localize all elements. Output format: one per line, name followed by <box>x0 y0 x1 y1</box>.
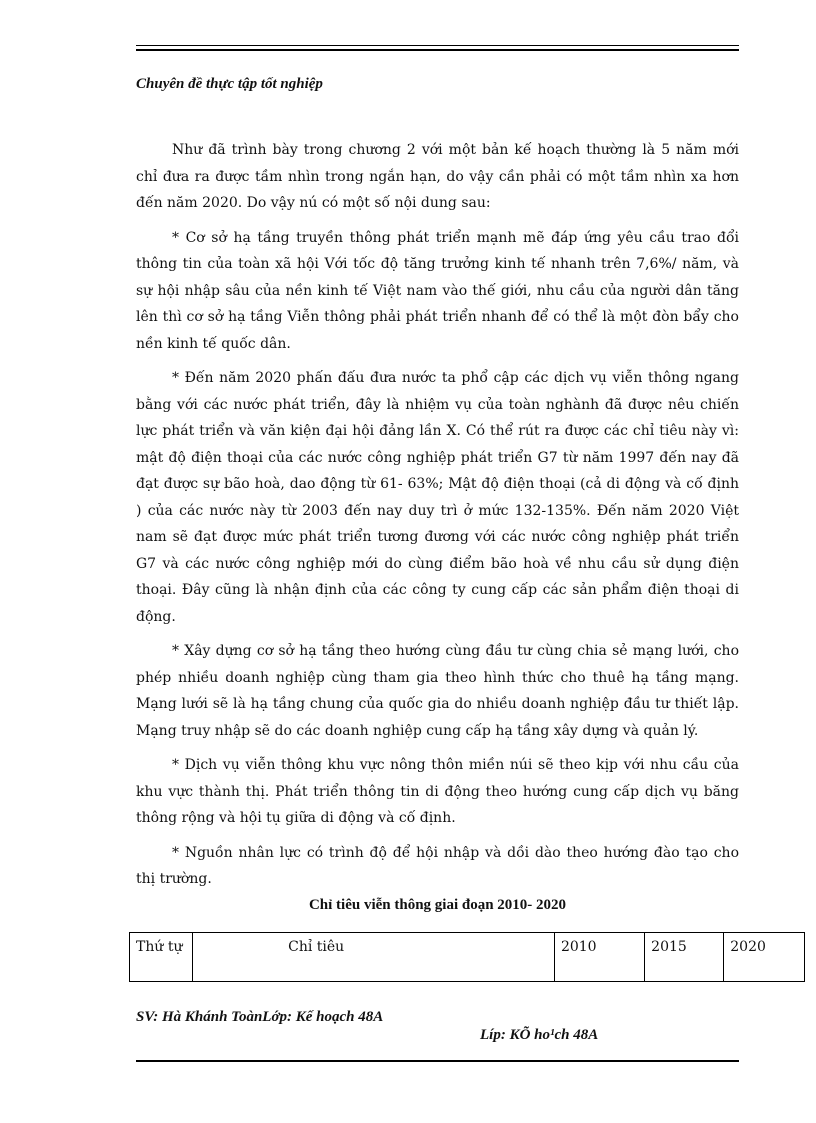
header-rule-thin <box>136 45 739 46</box>
paragraph-infrastructure: * Cơ sở hạ tầng truyền thông phát triển mạnh mẽ đáp ứng yêu cầu trao đổi thông tin của toàn xã hội Với tốc độ tăng trưởng kinh tế nhanh trên 7,6%/ năm, và sự hội nhập sâu của nền kinh tế Việt nam vào thế giới, nhu cầu của người dân tăng lên thì cơ sở hạ tầng Viễn thông phải phát triển nhanh để có thể là một đòn bẩy cho nền kinh tế quốc dân. <box>136 229 739 352</box>
paragraph-intro: Như đã trình bày trong chương 2 với một bản kế hoạch thường là 5 năm mới chỉ đưa ra được tầm nhìn trong ngắn hạn, do vậy cần phải có một tầm nhìn xa hơn đến năm 2020. Do vậy nú có một số nội dung sau: <box>136 142 739 211</box>
page-header-title: Chuyên đề thực tập tốt nghiệp <box>136 76 323 92</box>
header-cell-2020: 2020 <box>724 933 805 982</box>
header-cell-2015: 2015 <box>645 933 724 982</box>
paragraph-human-resources: * Nguồn nhân lực có trình độ để hội nhập và dồi dào theo hướng đào tạo cho thị trường. <box>136 844 739 887</box>
header-cell-2010: 2010 <box>554 933 644 982</box>
header-rule-thick <box>136 49 739 51</box>
footer-class: Líp: KÕ ho¹ch 48A <box>480 1027 599 1043</box>
table-caption: Chỉ tiêu viễn thông giai đoạn 2010- 2020 <box>308 897 567 913</box>
table-header-row <box>130 933 805 982</box>
body-text <box>136 137 739 901</box>
paragraph-shared-network: * Xây dựng cơ sở hạ tầng theo hướng cùng đầu tư cùng chia sẻ mạng lưới, cho phép nhiều doanh nghiệp cùng tham gia theo hình thức cho thuê hạ tầng mạng. Mạng lưới sẽ là hạ tầng chung của quốc gia do nhiều doanh nghiệp đầu tư thiết lập. Mạng truy nhập sẽ do các doanh nghiệp cung cấp hạ tầng xây dựng và quản lý. <box>136 643 739 739</box>
header-cell-order: Thứ tự <box>130 933 193 982</box>
paragraph-2020-target: * Đến năm 2020 phấn đấu đưa nước ta phổ cập các dịch vụ viễn thông ngang bằng với các nước phát triển, đây là nhiệm vụ của toàn nghành đã được nêu chiến lực phát triển và văn kiện đại hội đảng lần X. Có thể rút ra được các chỉ tiêu này vì: mật độ điện thoại của các nước công nghiệp phát triển G7 từ năm 1997 đến nay đã đạt được sự bão hoà, dao động từ 61- 63%; Mật độ điện thoại (cả di động và cố định ) của các nước này từ 2003 đến nay duy trì ở mức 132-135%. Đến năm 2020 Việt nam sẽ đạt được mức phát triển tương đương với các nước công nghiệp phát triển G7 và các nước công nghiệp mới do cùng điểm bão hoà về nhu cầu sử dụng điện thoại. Đây cũng là nhận định của các công ty cung cấp các sản phẩm điện thoại di động. <box>136 370 739 625</box>
footer-student: SV: Hà Khánh ToànLớp: Kế hoạch 48A <box>136 1009 384 1025</box>
header-cell-indicator: Chỉ tiêu <box>193 933 555 982</box>
paragraph-rural-service: * Dịch vụ viễn thông khu vực nông thôn miền núi sẽ theo kịp với nhu cầu của khu vực thành thị. Phát triển thông tin di động theo hướng cung cấp dịch vụ băng thông rộng và hội tụ giữa di động và cố định. <box>136 757 739 826</box>
footer-rule <box>136 1060 739 1062</box>
indicator-table <box>129 932 805 982</box>
